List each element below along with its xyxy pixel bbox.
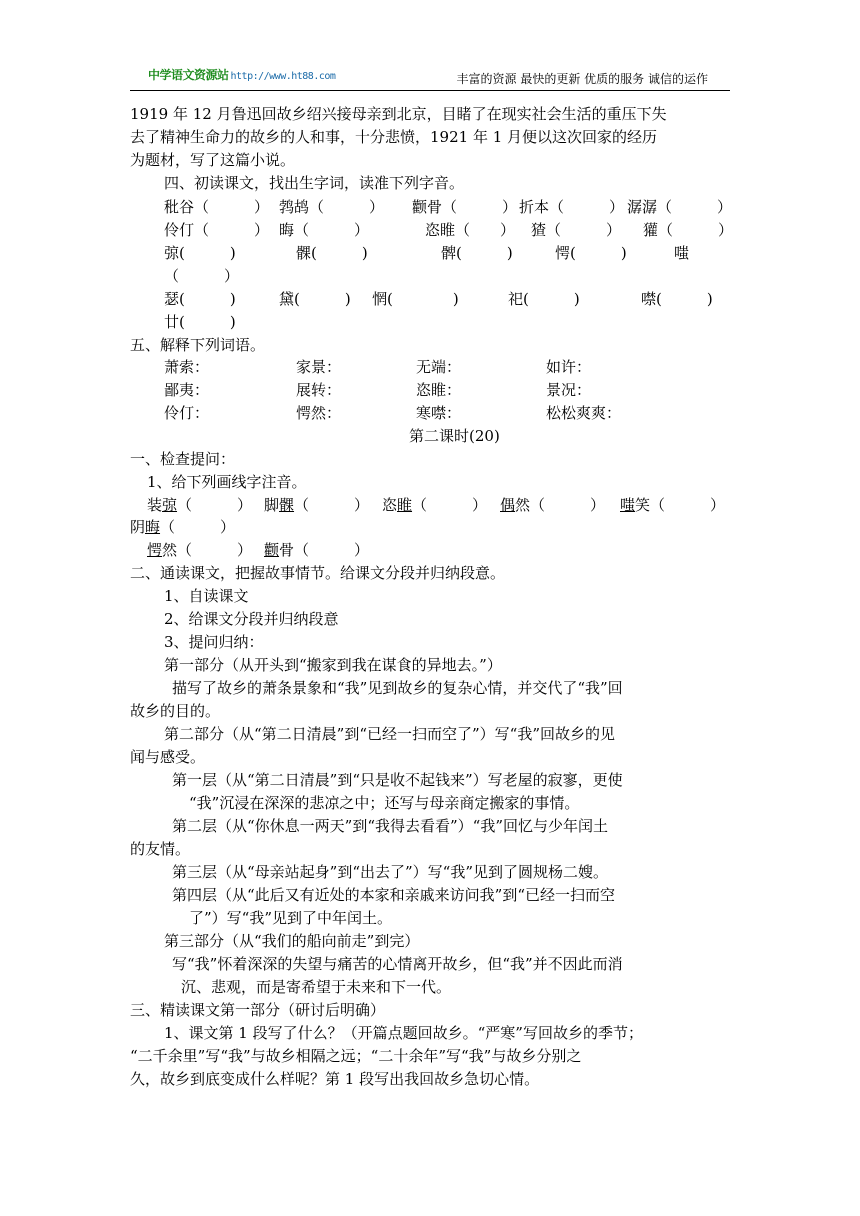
annot-item: 愕然（ ）: [147, 541, 253, 559]
text-line: “二千余里”写“我”与故乡相隔之远；“二十余年”写“我”与故乡分别之: [130, 1047, 582, 1065]
text-line: 写“我”怀着深深的失望与痛苦的心情离开故乡，但“我”并不因此而消: [172, 955, 623, 973]
pinyin-item: 晦（ ）: [279, 221, 370, 239]
text-line: 3、提问归纳：: [164, 633, 264, 651]
text-line: 第二层（从“你休息一两天”到“我得去看看”）“我”回忆与少年闰土: [172, 817, 609, 835]
annot-item: 装弶（ ）: [147, 496, 253, 514]
pinyin-item: 弶( ): [164, 244, 236, 262]
vocab-item: 寒噤：: [416, 404, 462, 422]
text-line: 久，故乡到底变成什么样呢？第 1 段写出我回故乡急切心情。: [130, 1070, 540, 1088]
annot-item: 恣睢（ ）: [382, 496, 488, 514]
pinyin-item: 祀( ): [508, 290, 580, 308]
pinyin-item: 瑟( ): [164, 290, 236, 308]
vocab-item: 恣睢：: [416, 381, 462, 399]
text-line: 1、自读课文: [164, 587, 249, 605]
text-line: 去了精神生命力的故乡的人和事，十分悲愤，1921 年 1 月便以这次回家的经历: [130, 128, 658, 146]
text-line: 描写了故乡的萧条景象和“我”见到故乡的复杂心情，并交代了“我”回: [172, 679, 623, 697]
text-line: 故乡的目的。: [130, 702, 221, 720]
annot-item: 阴晦（ ）: [130, 518, 236, 536]
lesson-title: 第二课时(20): [409, 427, 500, 445]
vocab-item: 萧索：: [164, 358, 210, 376]
vocab-item: 无端：: [416, 358, 462, 376]
annot-item: 嗤笑（ ）: [620, 496, 726, 514]
vocab-item: 松松爽爽：: [546, 404, 622, 422]
pinyin-item: 折本（ ）: [519, 198, 625, 216]
pinyin-item: 愕( ): [555, 244, 627, 262]
pinyin-item: 秕谷（ ）: [164, 198, 270, 216]
text-line: 第一部分（从开头到“搬家到我在谋食的异地去。”）: [164, 656, 502, 674]
pinyin-item: 髁( ): [296, 244, 368, 262]
text-line: “我”沉浸在深深的悲凉之中；还写与母亲商定搬家的事情。: [189, 794, 580, 812]
header-slogan: 丰富的资源 最快的更新 优质的服务 诚信的运作: [456, 72, 708, 86]
text-line: 了”）写“我”见到了中年闰土。: [189, 909, 393, 927]
pinyin-item: 嗤: [674, 244, 690, 262]
vocab-item: 鄙夷：: [164, 381, 210, 399]
vocab-item: 展转：: [296, 381, 342, 399]
pinyin-item: 鹁鸪（ ）: [279, 198, 385, 216]
section-heading: 二、通读课文，把握故事情节。给课文分段并归纳段意。: [130, 564, 506, 582]
pinyin-item: 廿( ): [164, 313, 236, 331]
section-heading: 五、解释下列词语。: [130, 336, 266, 354]
pinyin-item: 伶仃（ ）: [164, 221, 270, 239]
text-line: 第三部分（从“我们的船向前走”到完）: [164, 932, 420, 950]
text-line: 1919 年 12 月鲁迅回故乡绍兴接母亲到北京，目睹了在现实社会生活的重压下失: [130, 105, 667, 123]
vocab-item: 伶仃：: [164, 404, 210, 422]
pinyin-item: 猹（ ）: [531, 221, 622, 239]
text-line: 第三层（从“母亲站起身”到“出去了”）写“我”见到了圆规杨二嫂。: [172, 863, 609, 881]
text-line: 1、给下列画线字注音。: [147, 473, 307, 491]
vocab-item: 家景：: [296, 358, 342, 376]
text-line: 第四层（从“此后又有近处的本家和亲戚来访问我”到“已经一扫而空: [172, 886, 616, 904]
pinyin-item: （ ）: [164, 267, 240, 285]
text-line: 的友情。: [130, 840, 191, 858]
vocab-item: 愕然：: [296, 404, 342, 422]
section-heading: 三、精读课文第一部分（研讨后明确）: [130, 1001, 386, 1019]
pinyin-item: 獾（ ）: [643, 221, 734, 239]
pinyin-item: 髀( ): [441, 244, 513, 262]
annot-item: 颧骨（ ）: [264, 541, 370, 559]
pinyin-item: 潺潺（ ）: [627, 198, 733, 216]
text-line: 闻与感受。: [130, 748, 206, 766]
page-header: [130, 62, 730, 91]
pinyin-item: 惘( ): [372, 290, 459, 308]
pinyin-item: 黛( ): [279, 290, 351, 308]
text-line: 1、课文第 1 段写了什么？（开篇点题回故乡。“严寒”写回故乡的季节；: [164, 1024, 643, 1042]
site-logo: 中学语文资源站 http://www.ht88.com: [148, 68, 336, 82]
pinyin-item: 颧骨（ ）: [412, 198, 518, 216]
text-line: 沉、悲观，而是寄希望于未来和下一代。: [181, 978, 452, 996]
text-line: 2、给课文分段并归纳段意: [164, 610, 339, 628]
pinyin-item: 噤( ): [641, 290, 713, 308]
vocab-item: 如许：: [546, 358, 592, 376]
annot-item: 偶然（ ）: [500, 496, 606, 514]
section-heading: 四、初读课文，找出生字词，读准下列字音。: [164, 174, 465, 192]
vocab-item: 景况：: [546, 381, 592, 399]
text-line: 第二部分（从“第二日清晨”到“已经一扫而空了”）写“我”回故乡的见: [164, 725, 616, 743]
text-line: 第一层（从“第二日清晨”到“只是收不起钱来”）写老屋的寂寥，更使: [172, 771, 623, 789]
annot-item: 脚髁（ ）: [264, 496, 370, 514]
text-line: 为题材，写了这篇小说。: [130, 151, 296, 169]
section-heading: 一、检查提问：: [130, 450, 236, 468]
pinyin-item: 恣睢（ ）: [425, 221, 516, 239]
